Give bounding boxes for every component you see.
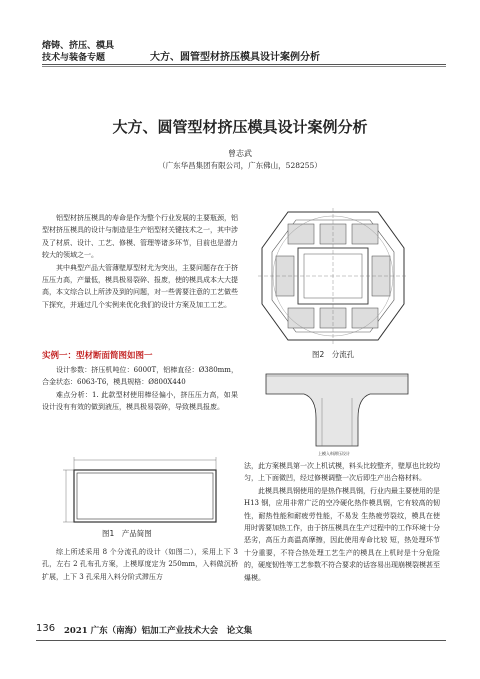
figure-1-caption: 图1 产品简图 [102, 529, 152, 538]
figure-3-section-drawing [262, 368, 412, 450]
intro-column [42, 212, 238, 311]
figure-3-caption: 上模入料滞压设计 [318, 451, 350, 456]
affiliation: （广东华昌集团有限公司，广东佛山，528255） [158, 161, 322, 170]
paragraph-intro-1: 铝型材挤压模具的寿命是作为整个行业发展的主要瓶颈，铝型材挤压模具的设计与制造是生产铝型材关键技术之一，其中涉及了材质、设计、工艺、修模、管理等诸多环节，目前也是潜力较大的领域之一。 [42, 214, 238, 260]
paragraph-trial-result: 法，此方案模具第一次上机试模，料头比较整齐，壁厚也比较均匀，上下面微凹，经过修模调整一次后即生产出合格材料。 [244, 462, 440, 483]
footer-rule [36, 640, 446, 641]
header-topic-line1: 熔铸、挤压、模具 [42, 41, 115, 51]
header-topic-line2: 技术与装备专题 [42, 53, 106, 63]
right-column-text [244, 460, 440, 584]
figure-2-caption: 图2 分流孔 [312, 350, 355, 359]
section-heading: 实例一：型材断面简图如图一 [42, 351, 153, 361]
running-header-title: 大方、圆管型材挤压模具设计案例分析 [150, 52, 320, 63]
parameters-column [42, 364, 238, 414]
paragraph-design: 综上所述采用 8 个分流孔的设计（如图二），采用上下 3 孔，左右 2 孔布孔方案，上模厚度定为 250mm，入料做沉桥扩展，上下 3 孔采用入料分阶式滞压方 [42, 548, 238, 581]
paragraph-parameters: 设计参数：挤压机吨位：6000T，铝棒直径：Ø380mm，合金状态：6063-T6，模具规格：Ø800X440 [42, 366, 238, 387]
running-header-topic [42, 40, 122, 64]
paper-title: 大方、圆管型材挤压模具设计案例分析 [112, 118, 368, 136]
footer-proceedings: 2021 广东（南海）铝加工产业技术大会 论文集 [64, 626, 253, 636]
paragraph-difficulty: 难点分析：1. 此款型材使用棒径偏小，挤压压力高，如果设计没有有效的做到液压，模具极易裂碎，导致模具报废。 [42, 390, 238, 412]
header-rule [42, 64, 446, 65]
author: 曾志武 [228, 149, 252, 158]
design-column [42, 546, 238, 583]
page-number: 136 [36, 623, 56, 634]
header-rule-thin [42, 66, 446, 67]
figure-1-product-drawing [60, 450, 230, 528]
paragraph-intro-2: 其中典型产品大管薄壁厚型材尤为突出，主要问题存在于挤压压力高，产量低，模具极易裂碎、报废，使的模具成本大大提高，本文综合以上所涉及到的问题，对一些需要注意的工艺做些下探究，并通过几个实例来优化我们的设计方案及加工工艺。 [42, 263, 238, 309]
figure-2-porthole-drawing [258, 208, 408, 344]
paragraph-die-steel: 此模具模具钢使用的是热作模具钢，行业内最主要使用的是 H13 钢，应用非常广泛的空冷硬化热作模具钢，它有较高的韧性，耐热性能和耐疲劳性能，不易发 生热疲劳裂纹，模具在使用时需要加热工作，由于挤压模具在生产过程中的工作环境十分恶劣，高压力高温高摩擦，因此使用寿命比较 短，热处理环节十分重要，不符合热处理工艺生产的模具在上机时是十分危险的，硬度韧性等工艺参数不符合要求的话容易出现崩模裂模甚至爆模。 [244, 486, 440, 582]
